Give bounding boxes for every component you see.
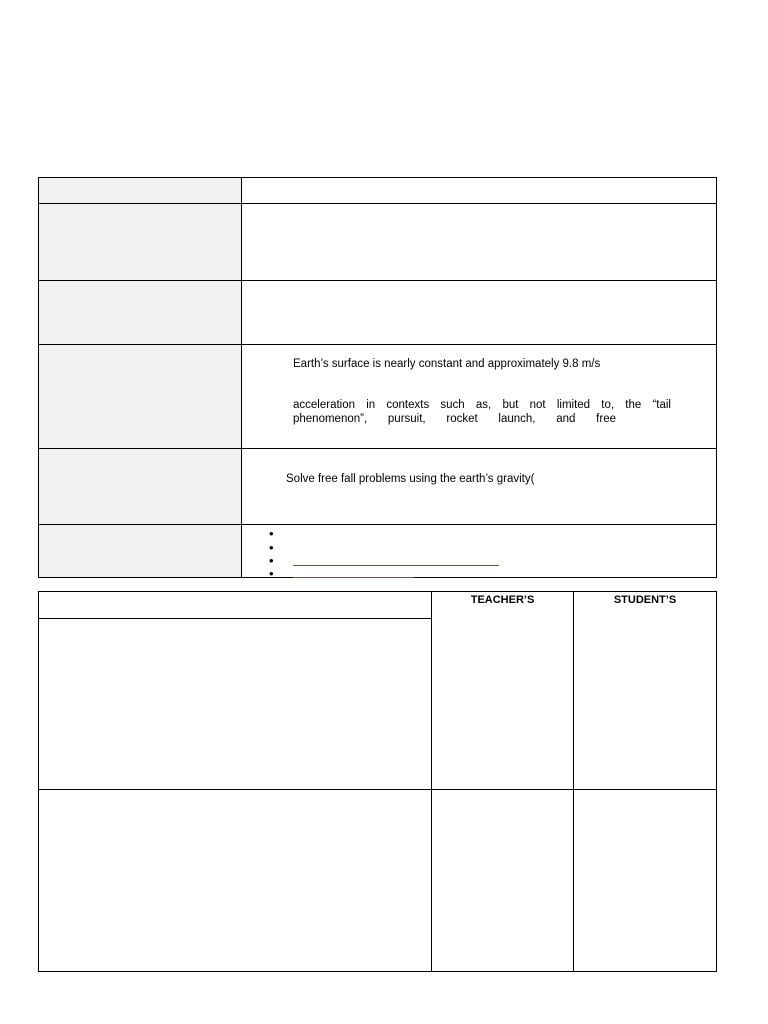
bullet-3: • (269, 553, 274, 568)
reference-link-underline-1[interactable] (293, 565, 499, 566)
info-row-4-label (39, 345, 242, 448)
info-row-5-value (242, 449, 716, 524)
info-row-1-value (242, 178, 716, 203)
procedure-row-divider (39, 789, 716, 790)
bullet-2: • (269, 540, 274, 555)
info-row-2-value (242, 204, 716, 280)
info-row-5-label (39, 449, 242, 524)
performance-standard-line-3: phenomenon”, pursuit, rocket launch, and free (293, 413, 616, 425)
info-row-6-value (242, 525, 716, 581)
info-row-2-label (39, 204, 242, 280)
performance-standard-line-1: Earth’s surface is nearly constant and approximately 9.8 m/s (293, 358, 601, 370)
info-row-2 (39, 203, 716, 280)
info-row-3-value (242, 281, 716, 344)
info-row-5 (39, 448, 716, 524)
procedure-col-divider-2 (573, 592, 574, 971)
info-row-3-label (39, 281, 242, 344)
teacher-column-header: TEACHER’S (470, 594, 535, 606)
lesson-info-table (38, 177, 717, 581)
info-row-4-value (242, 345, 716, 448)
info-row-1-label (39, 178, 242, 203)
learning-competency-text: Solve free fall problems using the earth’s gravity( (286, 473, 535, 485)
info-row-1 (39, 178, 716, 203)
reference-link-underline-2[interactable] (293, 577, 414, 578)
info-row-6-label (39, 525, 242, 577)
info-row-4 (39, 344, 716, 448)
student-column-header: STUDENT’S (613, 594, 677, 606)
procedure-header-divider (39, 618, 432, 619)
info-row-3 (39, 280, 716, 344)
info-row-6 (39, 524, 716, 581)
bullet-4: • (269, 566, 274, 581)
performance-standard-line-2: acceleration in contexts such as, but not limited to, the “tail (293, 399, 671, 411)
procedure-table (38, 591, 717, 972)
procedure-col-divider-1 (431, 592, 432, 971)
bullet-1: • (269, 526, 274, 541)
